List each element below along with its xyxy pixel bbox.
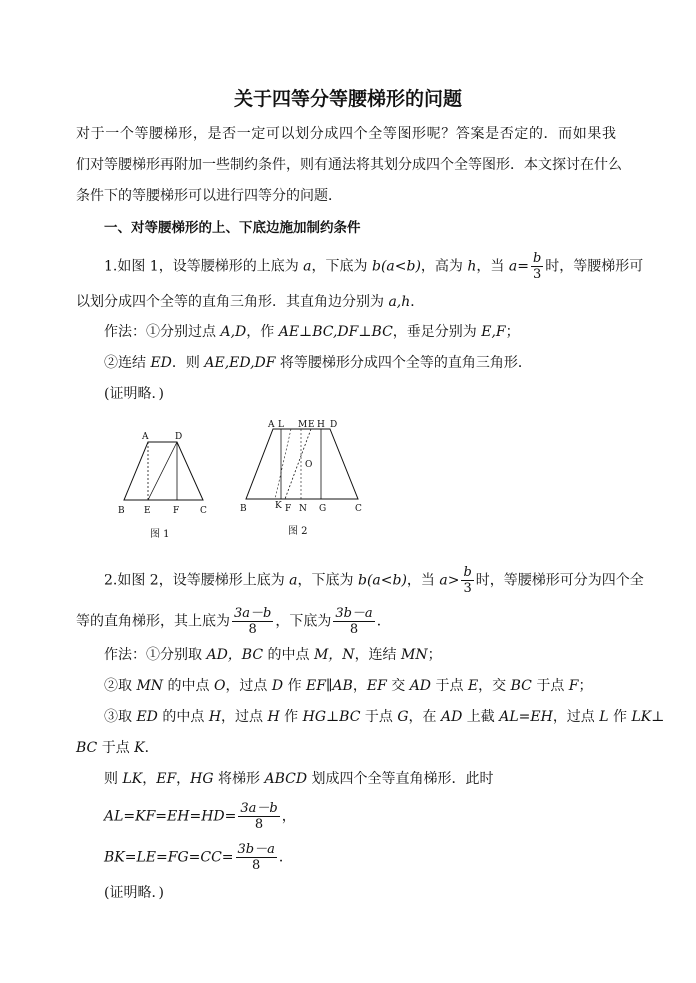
label-f: F [285, 504, 292, 514]
fraction-upper-base: $\frac{3a-b}{8}$ [234, 606, 272, 637]
label-b: B [118, 506, 125, 516]
case1-line-2: 以划分成四个全等的直角三角形．其直角边分别为 a,h． [76, 294, 425, 310]
label-k: K [275, 501, 282, 511]
segment-ed [148, 442, 177, 500]
label-h: H [317, 420, 325, 430]
label-f: F [173, 506, 180, 516]
label-c: C [200, 506, 207, 516]
case2-step-3: ③取 ED 的中点 H，过点 H 作 HG⊥BC 于点 G，在 AD 上截 AL=EH，过点 L 作 LK⊥ [104, 709, 665, 725]
intro-line-3: 条件下的等腰梯形可以进行四等分的问题． [76, 188, 342, 204]
figure-1-caption: 图 1 [150, 529, 170, 540]
label-d: D [175, 432, 183, 442]
label-o: O [305, 460, 313, 470]
case2-equation-1: AL=KF=EH=HD= $\frac{3a-b}{8}$ ， [104, 801, 296, 832]
case1-step-1: 作法：①分别过点 A,D，作 AE⊥BC,DF⊥BC，垂足分别为 E,F； [104, 324, 520, 340]
label-e: E [144, 506, 151, 516]
fraction-eq2: $\frac{3b-a}{8}$ [237, 842, 275, 873]
label-d: D [330, 420, 338, 430]
figure-2 [237, 415, 372, 540]
label-g: G [319, 504, 327, 514]
label-a: A [268, 420, 275, 430]
case2-equation-2: BK=LE=FG=CC= $\frac{3b-a}{8}$ ． [104, 842, 293, 873]
fraction-lower-base: $\frac{3b-a}{8}$ [335, 606, 373, 637]
fraction-eq1: $\frac{3a-b}{8}$ [240, 801, 278, 832]
case2-line-1: 2.如图 2，设等腰梯形上底为 a，下底为 b(a<b)，当 a> $\frac{b}{3}$ 时，等腰梯形可分为四个全 [104, 565, 644, 596]
trapezoid-abcd-2 [246, 429, 358, 499]
case1-step-2: ②连结 ED．则 AE,ED,DF 将等腰梯形分成四个全等的直角三角形． [104, 355, 532, 371]
case1-proof-omitted: (证明略．) [104, 386, 164, 402]
intro-line-1: 对于一个等腰梯形，是否一定可以划分成四个全等图形呢？答案是否定的．而如果我 [76, 126, 616, 142]
case2-conclusion: 则 LK，EF，HG 将梯形 ABCD 划成四个全等直角梯形．此时 [104, 771, 494, 787]
fraction-b-over-3: $\frac{b}{3}$ [532, 251, 542, 282]
fraction-b-over-3: $\frac{b}{3}$ [463, 565, 472, 596]
label-b: B [240, 504, 247, 514]
section-heading: 一、对等腰梯形的上、下底边施加制约条件 [104, 220, 361, 236]
figure-2-caption: 图 2 [288, 526, 308, 537]
case2-step-2: ②取 MN 的中点 O，过点 D 作 EF∥AB，EF 交 AD 于点 E，交 BC 于点 F； [104, 678, 593, 694]
case2-proof-omitted: (证明略．) [104, 885, 164, 901]
case1-line-1: 1.如图 1，设等腰梯形的上底为 a，下底为 b(a<b)，高为 h，当 a= $\frac{b}{3}$ 时，等腰梯形可 [104, 251, 644, 282]
intro-line-2: 们对等腰梯形再附加一些制约条件，则有通法将其划分成四个全等图形．本文探讨在什么 [76, 157, 622, 173]
label-m: M [298, 420, 308, 430]
label-n: N [299, 504, 307, 514]
case2-step-1: 作法：①分别取 AD，BC 的中点 M，N，连结 MN； [104, 647, 442, 663]
trapezoid-abcd [124, 442, 203, 500]
label-a: A [142, 432, 149, 442]
label-c: C [355, 504, 362, 514]
case2-line-2: 等的直角梯形，其上底为 $\frac{3a-b}{8}$ ，下底为 $\frac{3b-a}{8}$ ． [76, 606, 391, 637]
label-e: E [308, 420, 315, 430]
segment-ab-parallel [275, 429, 291, 499]
case2-step-3-cont: BC 于点 K． [76, 740, 159, 756]
figure-1 [110, 425, 210, 550]
label-l: L [278, 420, 284, 430]
page-title: 关于四等分等腰梯形的问题 [233, 88, 462, 110]
